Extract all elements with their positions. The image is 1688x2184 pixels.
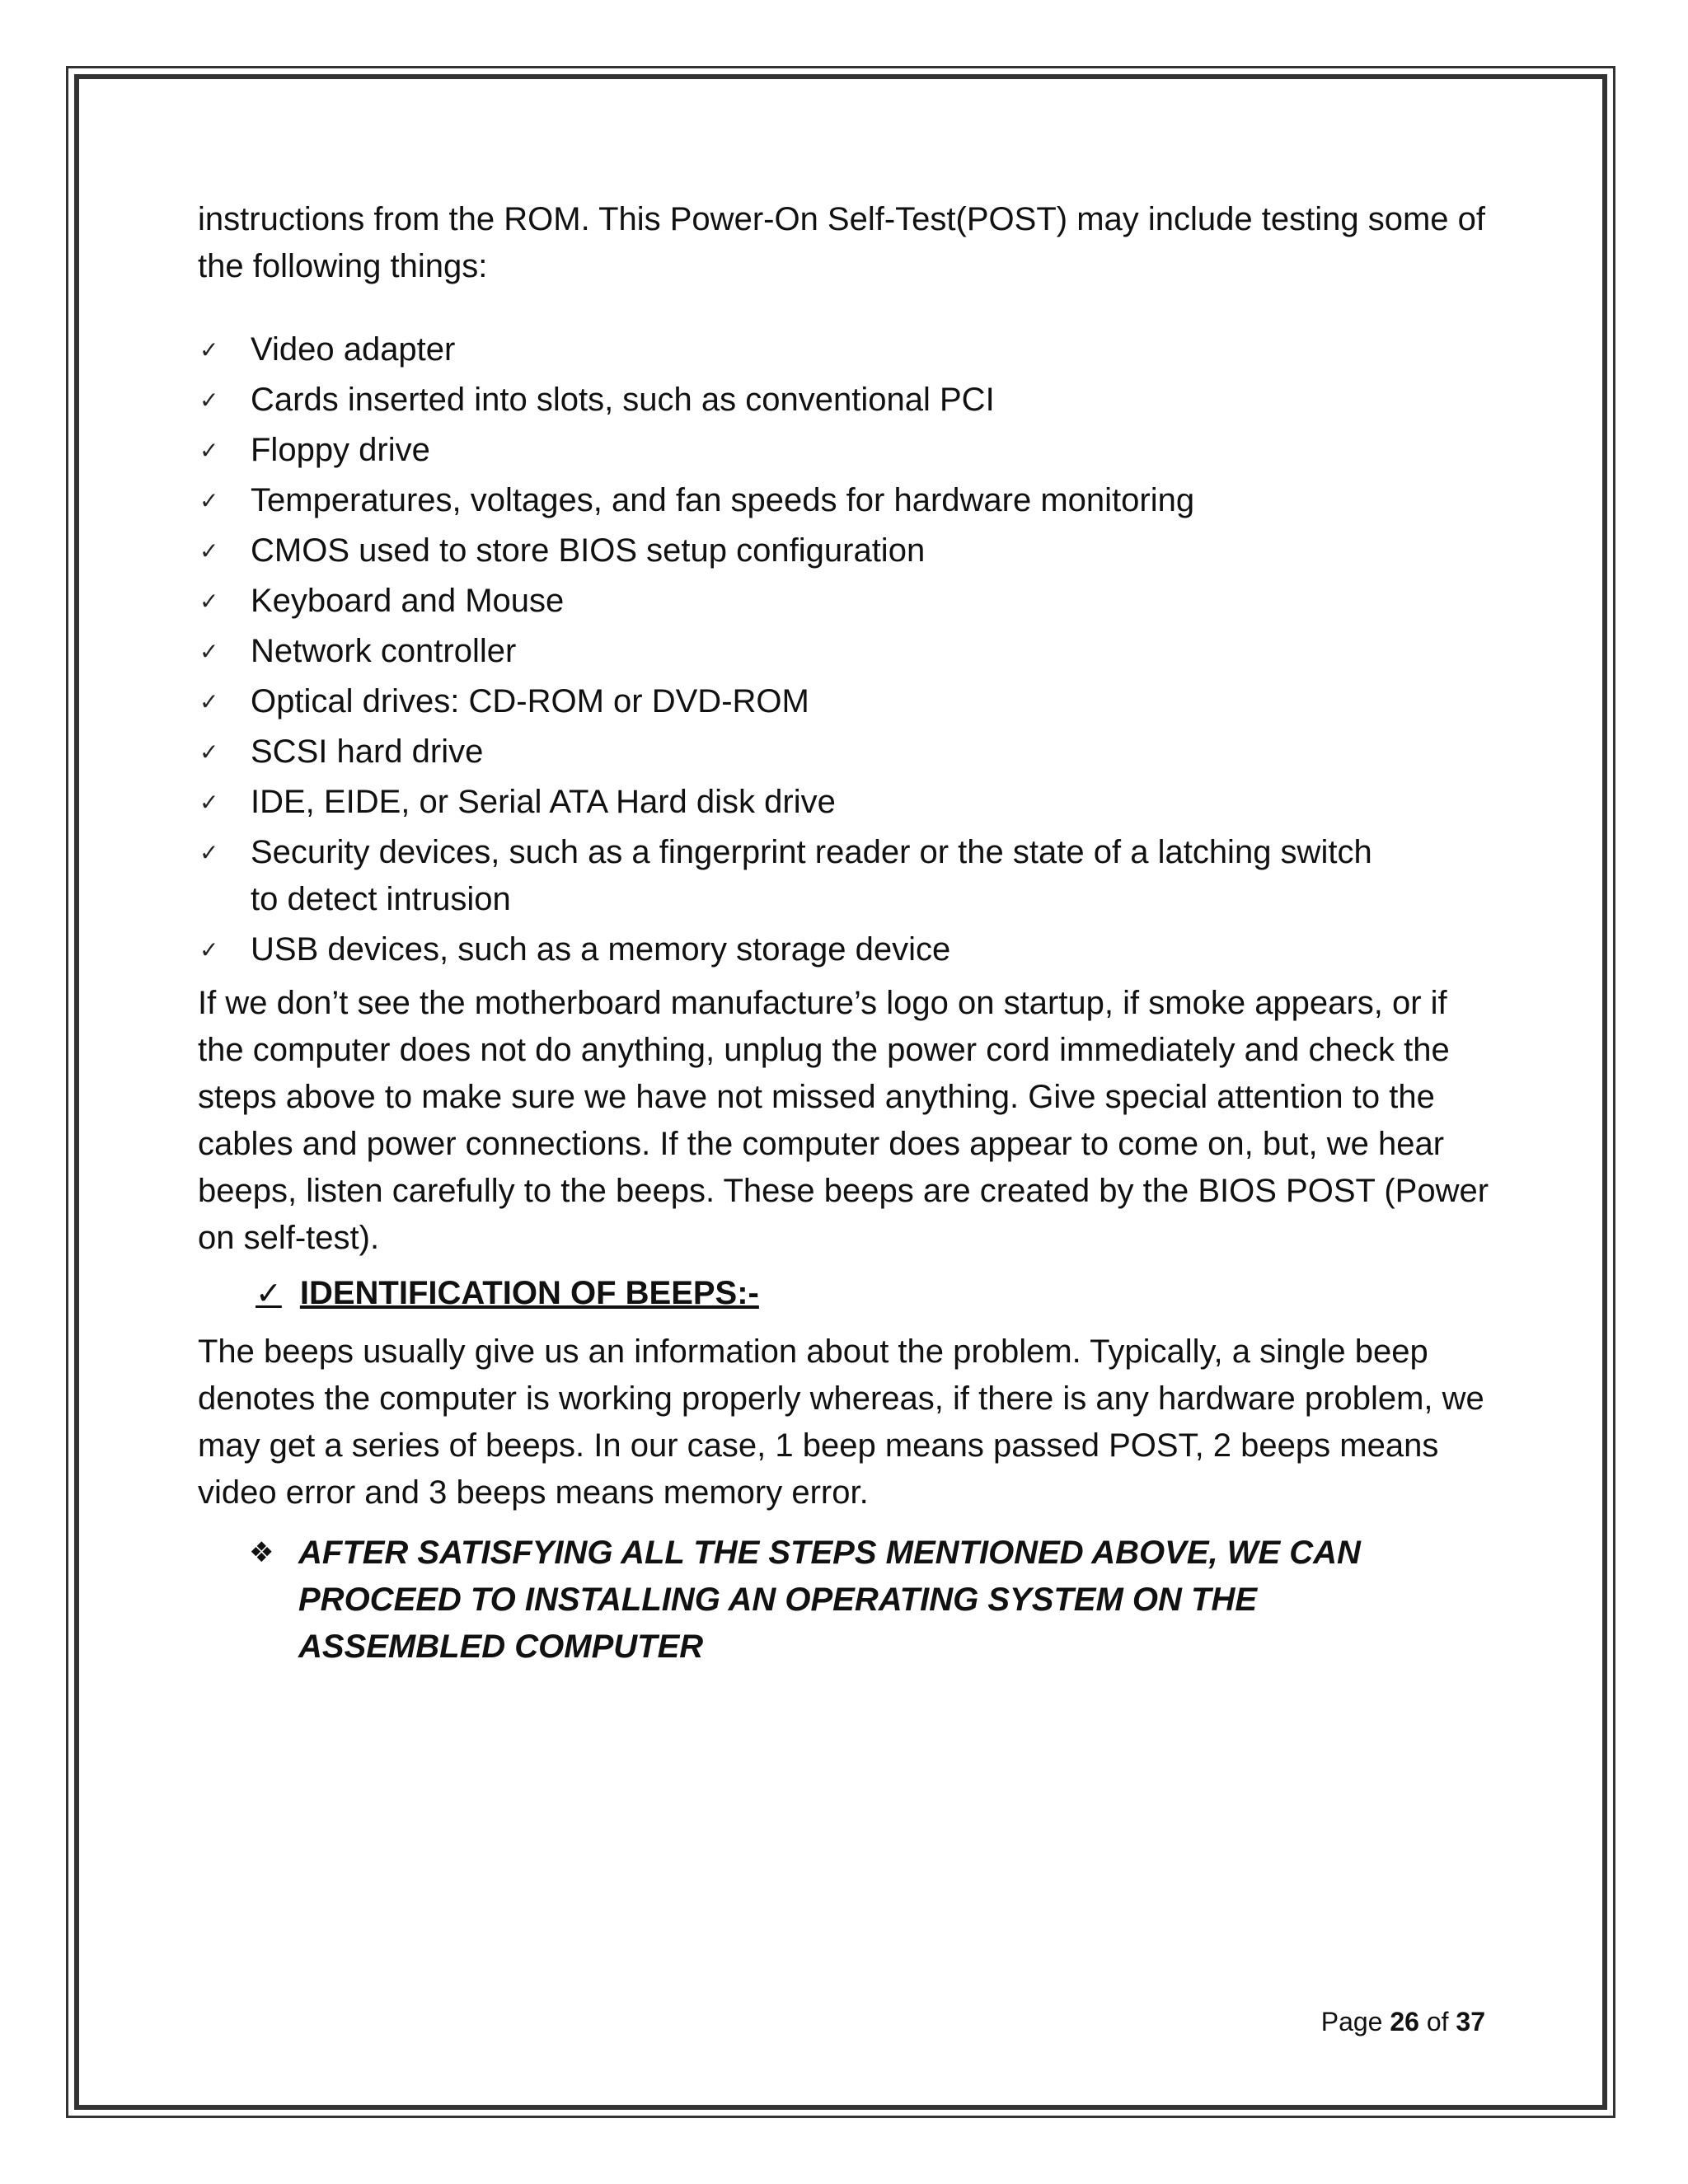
check-icon: ✓ xyxy=(199,487,219,514)
list-item xyxy=(198,527,1500,574)
list-item-text: Temperatures, voltages, and fan speeds for hardware monitoring xyxy=(251,482,1195,518)
list-item xyxy=(198,678,1500,725)
list-item xyxy=(198,578,1500,625)
list-item xyxy=(198,829,1404,923)
page-footer xyxy=(1321,2005,1485,2038)
closing-note xyxy=(198,1530,1418,1671)
list-item-text: Video adapter xyxy=(251,331,456,368)
check-icon: ✓ xyxy=(199,936,219,963)
startup-paragraph: If we don’t see the motherboard manufacture’s logo on startup, if smoke appears, or if the computer does not do anything, unplug the power cord immediately and check the steps above to make sure we have not missed anything. Give special attention to the cables and power connections. If the computer does appear to come on, but, we hear beeps, listen carefully to the beeps. These beeps are created by the BIOS POST (Power on self-test). xyxy=(198,985,1489,1256)
of-label: of xyxy=(1426,2007,1449,2036)
list-item xyxy=(198,427,1500,474)
list-item xyxy=(198,477,1500,524)
closing-note-text: AFTER SATISFYING ALL THE STEPS MENTIONED ABOVE, WE CAN PROCEED TO INSTALLING AN OPERATING SYSTEM ON THE ASSEMBLED COMPUTER xyxy=(298,1535,1361,1665)
page-label: Page xyxy=(1320,2007,1383,2036)
check-icon: ✓ xyxy=(199,336,219,363)
section-heading-text: IDENTIFICATION OF BEEPS:- xyxy=(299,1275,759,1311)
check-icon: ✓ xyxy=(199,437,219,464)
diamond-icon: ❖ xyxy=(249,1536,274,1569)
list-item xyxy=(198,729,1500,776)
check-icon: ✓ xyxy=(199,638,219,665)
check-icon: ✓ xyxy=(199,789,219,816)
beeps-paragraph: The beeps usually give us an information about the problem. Typically, a single beep denotes the computer is working properly whereas, if there is any hardware problem, we may get a series of beeps. In our case, 1 beep means passed POST, 2 beeps means video error and 3 beeps means memory error. xyxy=(198,1333,1484,1511)
post-checklist xyxy=(198,326,1500,973)
list-item-text: Keyboard and Mouse xyxy=(251,583,565,619)
list-item-text: Security devices, such as a fingerprint reader or the state of a latching switch to detect intrusion xyxy=(251,834,1372,917)
section-heading xyxy=(256,1270,1500,1317)
current-page-number: 26 xyxy=(1390,2007,1419,2036)
check-icon: ✓ xyxy=(199,537,219,565)
list-item-text: Network controller xyxy=(251,633,517,669)
list-item-text: USB devices, such as a memory storage device xyxy=(251,931,951,968)
check-icon: ✓ xyxy=(199,387,219,414)
list-item xyxy=(198,377,1500,424)
list-item-text: Cards inserted into slots, such as conventional PCI xyxy=(251,382,995,418)
list-item xyxy=(198,926,1500,973)
list-item-text: Optical drives: CD-ROM or DVD-ROM xyxy=(251,683,809,719)
page-content xyxy=(198,196,1500,1671)
intro-paragraph: instructions from the ROM. This Power-On Self-Test(POST) may include testing some of the following things: xyxy=(198,201,1485,284)
list-item-text: Floppy drive xyxy=(251,432,430,468)
list-item-text: SCSI hard drive xyxy=(251,733,484,770)
check-icon: ✓ xyxy=(256,1275,282,1311)
check-icon: ✓ xyxy=(199,688,219,715)
list-item-text: IDE, EIDE, or Serial ATA Hard disk drive xyxy=(251,784,836,820)
list-item xyxy=(198,779,1500,826)
check-icon: ✓ xyxy=(199,588,219,615)
list-item xyxy=(198,326,1500,373)
total-pages-number: 37 xyxy=(1456,2007,1485,2036)
list-item-text: CMOS used to store BIOS setup configuration xyxy=(251,532,926,569)
check-icon: ✓ xyxy=(199,839,219,866)
list-item xyxy=(198,628,1500,675)
check-icon: ✓ xyxy=(199,738,219,766)
